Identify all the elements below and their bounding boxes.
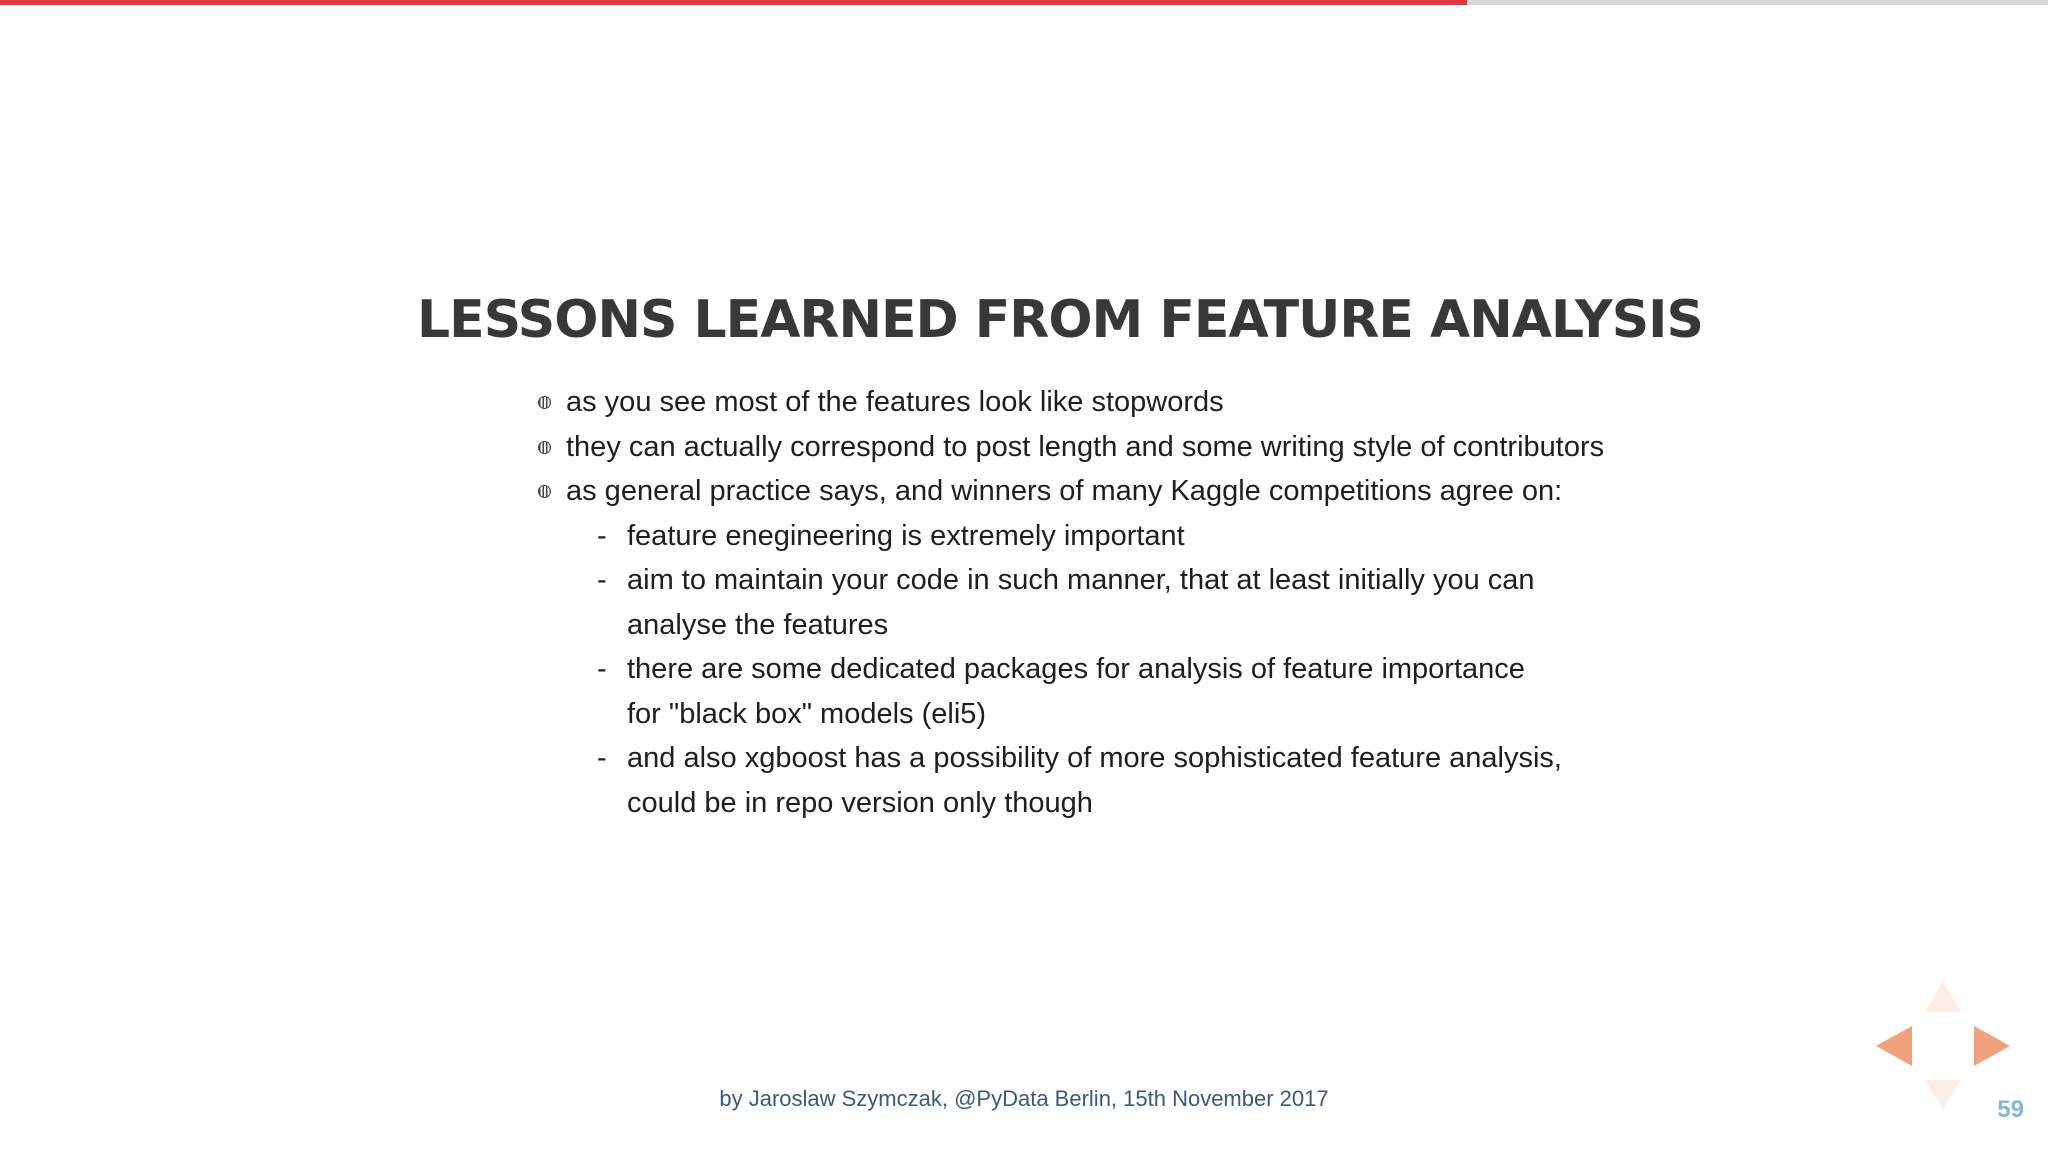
sub-item (597, 514, 1604, 559)
dash-marker: - (597, 564, 607, 596)
dash-marker: - (597, 653, 607, 685)
sub-item (597, 647, 1604, 736)
sub-item (597, 736, 1604, 825)
bullet-item (538, 469, 1604, 825)
slide-number: 59 (1997, 1096, 2024, 1123)
arrow-up-icon[interactable] (1925, 982, 1961, 1012)
sub-item-line: aim to maintain your code in such manner, that at least initially you can (627, 564, 1535, 596)
arrow-right-icon[interactable] (1974, 1026, 2010, 1066)
sub-list (566, 514, 1604, 826)
bullet-icon (538, 485, 551, 498)
bullet-icon (538, 441, 551, 454)
dash-marker: - (597, 519, 607, 552)
navigation-controls (1868, 980, 2018, 1130)
sub-item-line: feature enegineering is extremely important (627, 519, 1185, 552)
sub-item-line: for "black box" models (eli5) (627, 697, 987, 730)
dash-marker: - (597, 742, 607, 774)
bullet-icon (538, 396, 551, 409)
sub-item-line: could be in repo version only though (627, 786, 1093, 819)
sub-item-line: analyse the features (627, 608, 889, 641)
sub-item-line: and also xgboost has a possibility of more sophisticated feature analysis, (627, 742, 1562, 774)
slide-footer: by Jaroslaw Szymczak, @PyData Berlin, 15th November 2017 (719, 1086, 1329, 1111)
bullet-item (538, 425, 1604, 470)
sub-item-line: there are some dedicated packages for analysis of feature importance (627, 653, 1525, 685)
progress-bar-fill (0, 0, 1467, 5)
bullet-text: they can actually correspond to post length and some writing style of contributors (566, 430, 1605, 463)
sub-item (597, 558, 1604, 647)
bullet-text: as you see most of the features look like stopwords (566, 386, 1224, 418)
progress-bar (0, 0, 2048, 5)
bullet-item (538, 380, 1604, 425)
arrow-left-icon[interactable] (1876, 1026, 1912, 1066)
bullet-text: as general practice says, and winners of many Kaggle competitions agree on: (566, 475, 1563, 507)
slide-title: LESSONS LEARNED FROM FEATURE ANALYSIS (417, 290, 1703, 350)
arrow-down-icon[interactable] (1925, 1080, 1961, 1110)
bullet-list (538, 380, 1604, 825)
